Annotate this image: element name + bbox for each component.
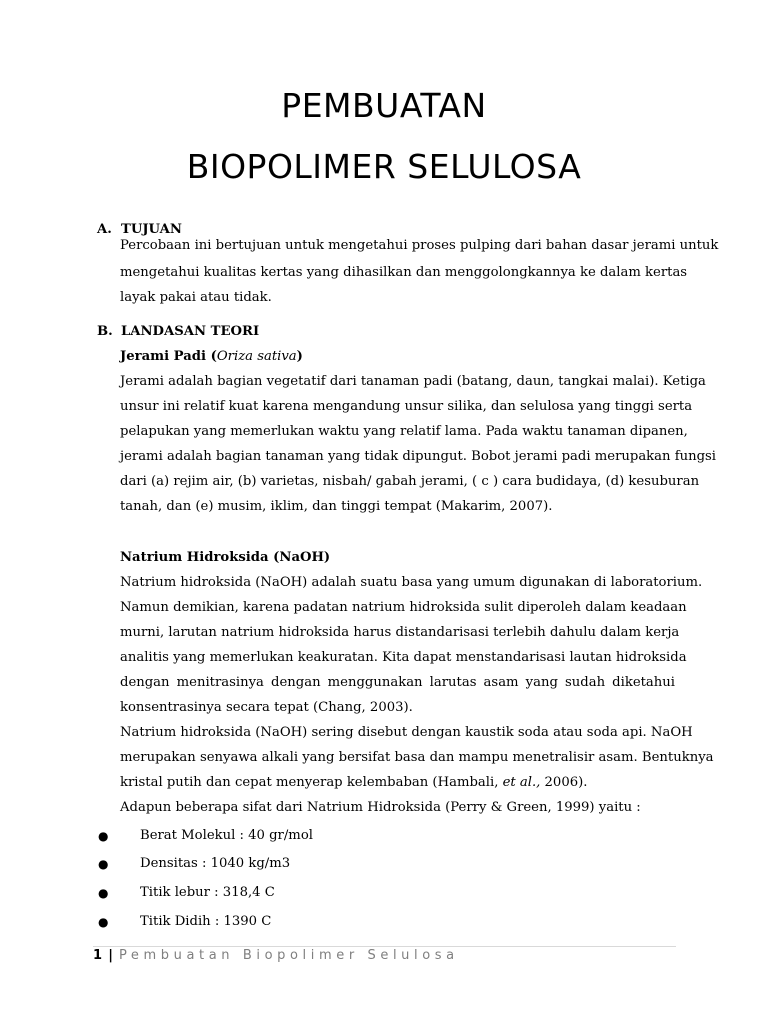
page-footer bbox=[93, 948, 459, 963]
section-a-letter: A. bbox=[97, 222, 112, 237]
footer-separator: | bbox=[108, 948, 113, 963]
section-a-line-2: mengetahui kualitas kertas yang dihasilkan dan menggolongkannya ke dalam kertas bbox=[120, 265, 688, 280]
bullet-icon: ● bbox=[98, 829, 109, 843]
naoh-para2-line-3-etal: et al., bbox=[502, 775, 541, 790]
bullet-icon: ● bbox=[98, 857, 109, 871]
naoh-para1-line-6: konsentrasinya secara tepat (Chang, 2003). bbox=[120, 700, 413, 715]
jerami-line-3: pelapukan yang memerlukan waktu yang relatif lama. Pada waktu tanaman dipanen, bbox=[120, 424, 688, 439]
section-a-line-3: layak pakai atau tidak. bbox=[120, 290, 272, 305]
jerami-line-5: dari (a) rejim air, (b) varietas, nisbah/ gabah jerami, ( c ) cara budidaya, (d) kesuburan bbox=[120, 474, 700, 489]
footer-title: Pembuatan Biopolimer Selulosa bbox=[118, 948, 459, 963]
naoh-para1-line-5: dengan menitrasinya dengan menggunakan larutas asam yang sudah diketahui bbox=[120, 675, 675, 690]
page-number: 1 bbox=[93, 948, 103, 963]
naoh-para2-line-3 bbox=[120, 775, 587, 790]
section-a-line-1: Percobaan ini bertujuan untuk mengetahui proses pulping dari bahan dasar jerami untuk bbox=[120, 238, 719, 253]
naoh-para1-line-1: Natrium hidroksida (NaOH) adalah suatu basa yang umum digunakan di laboratorium. bbox=[120, 575, 703, 590]
bullet-icon: ● bbox=[98, 886, 109, 900]
section-b-letter: B. bbox=[97, 324, 113, 339]
jerami-line-6: tanah, dan (e) musim, iklim, dan tinggi tempat (Makarim, 2007). bbox=[120, 499, 553, 514]
jerami-line-2: unsur ini relatif kuat karena mengandung unsur silika, dan selulosa yang tinggi serta bbox=[120, 399, 693, 414]
naoh-properties-intro: Adapun beberapa sifat dari Natrium Hidroksida (Perry & Green, 1999) yaitu : bbox=[120, 800, 641, 815]
property-item-melting-point: Titik lebur : 318,4 C bbox=[140, 885, 275, 900]
naoh-subheading: Natrium Hidroksida (NaOH) bbox=[120, 550, 331, 565]
naoh-para2-line-3-post: 2006). bbox=[540, 775, 588, 790]
naoh-para1-line-3: murni, larutan natrium hidroksida harus distandarisasi terlebih dahulu dalam kerja bbox=[120, 625, 680, 640]
jerami-line-4: jerami adalah bagian tanaman yang tidak dipungut. Bobot jerami padi merupakan fungsi bbox=[120, 449, 717, 464]
jerami-subheading-post: ) bbox=[296, 349, 303, 364]
bullet-icon: ● bbox=[98, 915, 109, 929]
section-b-heading: LANDASAN TEORI bbox=[121, 324, 260, 339]
naoh-para2-line-1: Natrium hidroksida (NaOH) sering disebut dengan kaustik soda atau soda api. NaOH bbox=[120, 725, 693, 740]
property-item-molecular-weight: Berat Molekul : 40 gr/mol bbox=[140, 828, 313, 843]
jerami-subheading-species: Oriza sativa bbox=[216, 349, 297, 364]
naoh-para1-line-4: analitis yang memerlukan keakuratan. Kita dapat menstandarisasi lautan hidroksida bbox=[120, 650, 687, 665]
document-title-line-1: PEMBUATAN bbox=[281, 86, 487, 125]
section-a-heading: TUJUAN bbox=[121, 222, 182, 237]
naoh-para2-line-2: merupakan senyawa alkali yang bersifat basa dan mampu menetralisir asam. Bentuknya bbox=[120, 750, 714, 765]
naoh-para2-line-3-pre: kristal putih dan cepat menyerap kelembaban (Hambali, bbox=[120, 775, 503, 790]
jerami-subheading bbox=[120, 349, 303, 364]
footer-divider bbox=[93, 946, 676, 947]
jerami-subheading-pre: Jerami Padi ( bbox=[120, 349, 217, 364]
document-title-line-2: BIOPOLIMER SELULOSA bbox=[186, 147, 582, 186]
jerami-line-1: Jerami adalah bagian vegetatif dari tanaman padi (batang, daun, tangkai malai). Ketiga bbox=[120, 374, 706, 389]
naoh-para1-line-2: Namun demikian, karena padatan natrium hidroksida sulit diperoleh dalam keadaan bbox=[120, 600, 687, 615]
property-item-boiling-point: Titik Didih : 1390 C bbox=[140, 914, 272, 929]
property-item-density: Densitas : 1040 kg/m3 bbox=[140, 856, 291, 871]
